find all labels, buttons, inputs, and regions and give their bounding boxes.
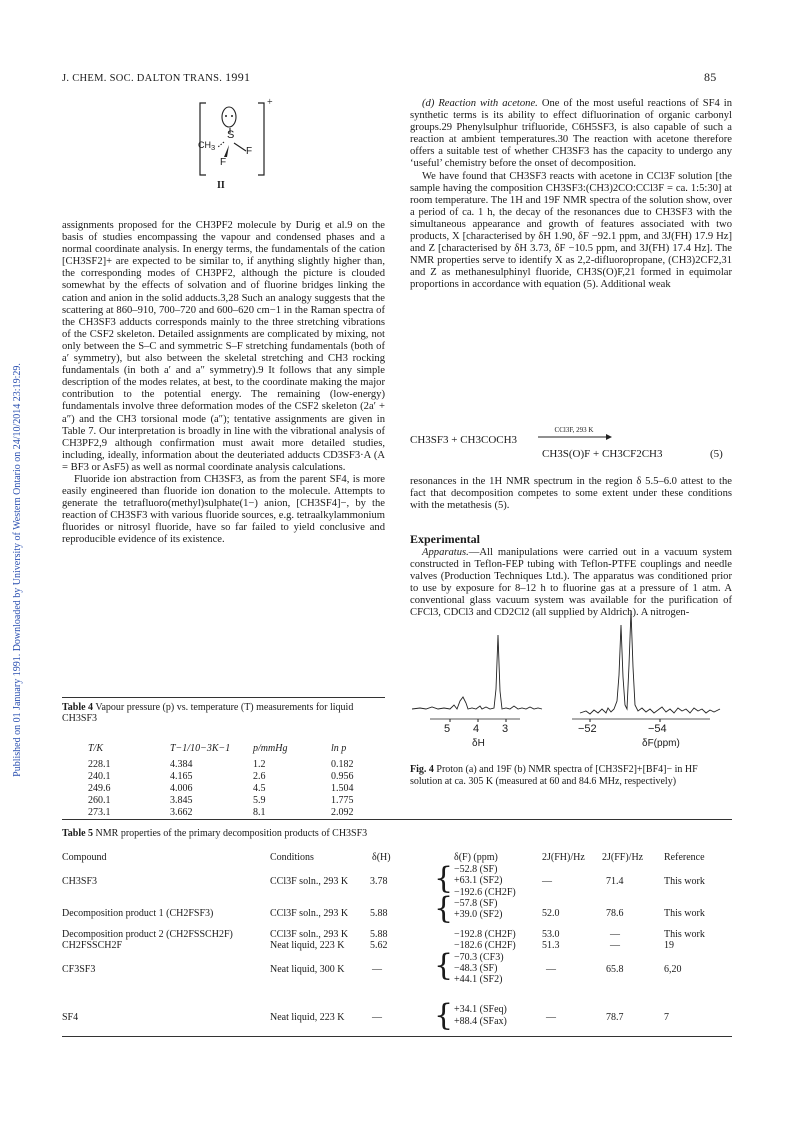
table4-header: T/K	[88, 742, 104, 754]
table-cell: CCl3F soln., 293 K	[270, 876, 349, 887]
table5-header: Compound	[62, 852, 107, 863]
table-cell: −70.3 (CF3)	[454, 952, 504, 963]
equation-5	[410, 428, 732, 468]
journal-year: 1991	[225, 70, 251, 84]
table4-label: Table 4	[62, 702, 94, 713]
methyl-label: CH	[198, 140, 211, 150]
table-cell: 78.6	[606, 908, 624, 919]
proton-tick-label: 3	[502, 723, 509, 735]
proton-tick-label: 4	[473, 723, 480, 735]
journal-name: J. CHEM. SOC. DALTON TRANS.	[62, 73, 223, 84]
table-row	[62, 998, 732, 1034]
table-cell: 1.775	[331, 794, 354, 806]
table-cell: Decomposition product 2 (CH2FSSCH2F)	[62, 929, 233, 940]
table-cell: 71.4	[606, 876, 624, 887]
running-header	[62, 70, 250, 85]
structure-diagram	[180, 95, 300, 195]
table5	[62, 850, 732, 990]
table-cell: +44.1 (SF2)	[454, 974, 503, 985]
table-cell: 2.092	[331, 806, 354, 818]
table5-header: Conditions	[270, 852, 314, 863]
reaction-subheading: (d) Reaction with acetone.	[422, 98, 538, 109]
table-cell: CCl3F soln., 293 K	[270, 929, 349, 940]
table-cell: 228.1	[88, 758, 111, 770]
right-column-mid	[410, 476, 732, 512]
table5-top-rule	[62, 819, 732, 820]
table-cell: Neat liquid, 223 K	[270, 1012, 345, 1023]
left-paragraph-2: Fluoride ion abstraction from CH3SF3, as from the parent SF4, is more easily engineered than fluoride ion donation to the molecule. Attempts to generate the tetrafluoro(methyl)sulphate(1−) anion, [CH3SF4]−, by the reaction of CH3SF3 with various fluoride sources, e.g. tetraalkylammonium fluorides or nitrosyl fluoride, have so far failed to yield conclusive and reproducible evidence of its existence.	[62, 473, 385, 546]
table4-caption	[62, 702, 385, 724]
right-paragraph-2: We have found that CH3SF3 reacts with acetone in CCl3F solution [the sample having the composition CH3SF3:(CH3)2CO:CCl3F = ca. 1:5:30] at room temperature. The 1H and 19F NMR spectra of the solution show, over a period of ca. 1 h, the decay of the resonances due to CH3SF3 with the simultaneous appearance and growth of features associated with two products, X [characterised by δH 1.90, δF −92.1 ppm, and 3J(FH) 17.9 Hz] and Z [characterised by δH 3.73, δF −10.5 ppm, and 3J(FH) 17.4 Hz]. The NMR properties serve to identify X as 2,2-difluoropropane, (CH3)2CF2,31 and Z as methanesulphinyl fluoride, CH3S(O)F,21 formed in equimolar proportions in accordance with equation (5). Additional weak	[410, 170, 732, 291]
brace-glyph: {	[434, 998, 454, 1033]
table-cell: 0.182	[331, 758, 354, 770]
table-cell: 4.006	[170, 782, 193, 794]
table-cell: SF4	[62, 1012, 79, 1023]
left-column	[62, 220, 385, 547]
table-cell: —	[372, 964, 382, 975]
table-cell: −192.8 (CH2F)	[454, 929, 516, 940]
table-cell: 273.1	[88, 806, 111, 818]
table-cell: −192.6 (CH2F)	[454, 887, 516, 898]
table4-top-rule	[62, 697, 385, 698]
fluorine-atom-2: F	[220, 157, 227, 168]
proton-spectrum-trace	[412, 635, 542, 709]
table-cell: 5.88	[370, 908, 388, 919]
table-cell: +63.1 (SF2)	[454, 875, 503, 886]
fluorine-tick-label: −54	[648, 723, 667, 735]
right-column-top	[410, 98, 732, 292]
table4-title: Vapour pressure (p) vs. temperature (T) measurements for liquid CH3SF3	[62, 702, 354, 724]
table-cell: +88.4 (SFax)	[454, 1016, 507, 1027]
table-cell: 240.1	[88, 770, 111, 782]
table-cell: 0.956	[331, 770, 354, 782]
table-cell: 5.62	[370, 940, 388, 951]
right-paragraph-1	[410, 98, 732, 171]
download-notice[interactable]	[12, 200, 26, 940]
fluorine-tick-label: −52	[578, 723, 597, 735]
table5-header: Reference	[664, 852, 705, 863]
table4-header: ln p	[331, 742, 347, 754]
table-cell: +39.0 (SF2)	[454, 909, 503, 920]
table-cell: This work	[664, 929, 705, 940]
table-cell: This work	[664, 876, 705, 887]
table-cell: 53.0	[542, 929, 560, 940]
table-cell: —	[610, 940, 620, 951]
table-cell: 78.7	[606, 1012, 624, 1023]
table-cell: 3.662	[170, 806, 193, 818]
table-cell: 4.165	[170, 770, 193, 782]
table-cell: 8.1	[253, 806, 266, 818]
apparatus-subheading: Apparatus.	[422, 547, 469, 558]
table-cell: CF3SF3	[62, 964, 96, 975]
table-cell: 249.6	[88, 782, 111, 794]
table-cell: −57.8 (SF)	[454, 898, 498, 909]
brace-glyph: {	[434, 891, 454, 926]
table4-header-row	[88, 742, 381, 754]
table-cell: 19	[664, 940, 674, 951]
proton-tick-label: 5	[444, 723, 451, 735]
table-cell: Decomposition product 1 (CH2FSF3)	[62, 908, 214, 919]
figure4-caption-text: Proton (a) and 19F (b) NMR spectra of [CH3SF2]+[BF4]− in HF solution at ca. 305 K (measured at 60 and 84.6 MHz, respectively)	[410, 764, 698, 787]
table4	[88, 742, 381, 818]
fluorine-axis-label: δF(ppm)	[642, 738, 680, 749]
figure4-label: Fig. 4	[410, 764, 434, 775]
table-cell: —	[542, 876, 552, 887]
page-number: 85	[704, 70, 717, 84]
table-cell: —	[546, 964, 556, 975]
table-cell: 3.845	[170, 794, 193, 806]
table-cell: 2.6	[253, 770, 266, 782]
apparatus-text: —All manipulations were carried out in a vacuum system constructed in Teflon-FEP tubing with Teflon-PTFE couplings and needle valves (Production Techniques Ltd.). The apparatus was conditioned prior to use by exposure for 8–12 h to fluorine gas at a pressure of 1 atm. A conventional glass vacuum system was available for the purification of CFCl3, CDCl3 and CD2Cl2 (all supplied by Aldrich). A nitrogen-	[410, 547, 732, 619]
fluorine-atom-1: F	[246, 146, 253, 157]
table-cell: 51.3	[542, 940, 560, 951]
table-cell: 5.88	[370, 929, 388, 940]
nmr-spectra	[410, 605, 732, 730]
proton-axis-label: δH	[472, 738, 485, 749]
methyl-group: $CH_3$	[198, 140, 216, 152]
table5-header: 2J(FH)/Hz	[542, 852, 585, 863]
table5-header: δ(F) (ppm)	[454, 852, 498, 863]
table-cell: 65.8	[606, 964, 624, 975]
table-cell: −182.6 (CH2F)	[454, 940, 516, 951]
table-row	[88, 782, 381, 794]
sulfur-atom: S	[227, 129, 235, 141]
brace-glyph: {	[434, 861, 454, 896]
figure4-caption	[410, 764, 732, 787]
table-cell: 1.504	[331, 782, 354, 794]
table5-header: 2J(FF)/Hz	[602, 852, 644, 863]
table-row	[88, 806, 381, 818]
table-cell: Neat liquid, 223 K	[270, 940, 345, 951]
table4-header: p/mmHg	[253, 742, 288, 754]
table5-label: Table 5	[62, 828, 94, 839]
table-cell: —	[610, 929, 620, 940]
equation-number: (5)	[710, 448, 723, 460]
table-row	[88, 758, 381, 770]
table-cell: 1.2	[253, 758, 266, 770]
table-cell: 6,20	[664, 964, 682, 975]
table5-header: δ(H)	[372, 852, 391, 863]
table-cell: −52.8 (SF)	[454, 864, 498, 875]
table-cell: CH2FSSCH2F	[62, 940, 123, 951]
table5-bottom-rule	[62, 1036, 732, 1037]
equation-reactants: CH3SF3 + CH3COCH3	[410, 434, 518, 446]
table-cell: +34.1 (SFeq)	[454, 1004, 507, 1015]
equation-conditions: CCl3F, 293 K	[554, 426, 594, 434]
fluorine-spectrum-trace	[580, 611, 720, 714]
table-cell: CCl3F soln., 293 K	[270, 908, 349, 919]
table-cell: 52.0	[542, 908, 560, 919]
table5-caption	[62, 828, 367, 839]
structure-label: II	[217, 180, 225, 191]
table-cell: −48.3 (SF)	[454, 963, 498, 974]
table-cell: 5.9	[253, 794, 266, 806]
table-cell: CH3SF3	[62, 876, 98, 887]
table4-header: T−1/10−3K−1	[170, 742, 231, 754]
table-cell: 7	[664, 1012, 669, 1023]
brace-glyph: {	[434, 948, 454, 983]
table-cell: Neat liquid, 300 K	[270, 964, 345, 975]
table-cell: 260.1	[88, 794, 111, 806]
download-notice-text: Published on 01 January 1991. Downloaded by University of Western Ontario on 24/10/2014 23:19:29.	[12, 363, 23, 777]
table-cell: This work	[664, 908, 705, 919]
table-cell: —	[546, 1012, 556, 1023]
equation-products: CH3S(O)F + CH3CF2CH3	[542, 448, 663, 460]
figure-4	[410, 605, 732, 765]
table-row	[88, 794, 381, 806]
table-cell: 3.78	[370, 876, 388, 887]
charge-sign: +	[267, 97, 273, 108]
equation-arrow	[538, 434, 612, 440]
right-paragraph-3: resonances in the 1H NMR spectrum in the region δ 5.5–6.0 attest to the fact that decomposition competes to some extent under these conditions with the metathesis (5).	[410, 476, 732, 512]
table5-title: NMR properties of the primary decomposition products of CH3SF3	[95, 828, 368, 839]
table-cell: 4.5	[253, 782, 266, 794]
table-cell: —	[372, 1012, 382, 1023]
table-row	[88, 770, 381, 782]
table-cell: 4.384	[170, 758, 193, 770]
right-paragraph-1-text: One of the most useful reactions of SF4 in synthetic terms is its ability to effect difluorination of organic carbonyl groups.29 Phenylsulphur trifluoride, C6H5SF3, is also capable of such a reaction at ambient temperatures.30 The reaction with acetone therefore offers a suitable test of whether CH3SF3 has the capacity to undergo any ‘useful’ chemistry before the onset of decomposition.	[410, 98, 732, 170]
experimental-heading: Experimental	[410, 532, 480, 546]
left-paragraph-1: assignments proposed for the CH3PF2 molecule by Durig et al.9 on the basis of studies encompassing the vapour and condensed phases and a normal coordinate analysis. In energy terms, the fundamentals of the cation [CH3SF2]+ are expected to be similar to, if anything slightly higher than, the corresponding modes of CH3PF2, although the picture is clouded somewhat by the effects of solvation and of fluorine bridges linking the cation and anion in the solid adducts.3,28 Such an analogy suggests that the scattering at 860–910, 700–720 and 600–620 cm−1 in the Raman spectra of the CH3SF3 adducts corresponds mainly to the three stretching vibrations of the CSF2 skeleton. Detailed assignments are complicated by mixing, not only between the S–C and symmetric S–F stretching fundamentals (both of a′ symmetry), but also between the skeletal stretching and CH3 rocking fundamentals (in both a′ and a″ symmetry).9 It follows that any simple description of the modes relates, at best, to the coordinate making the major contribution to the potential energy. The remaining (low-energy) fundamentals involve three deformation modes of the CSF2 skeleton (2a′ + a″) and the CH3 torsional mode (a″); tentative assignments are given in Table 7. Our interpretation is broadly in line with the vibrational analysis of CH3PF2,9 although confirmation must await more detailed studies, including, ideally, information about the deuteriated adducts CD3SF3·A (A = BF3 or AsF5) as well as normal coordinate analysis calculations.	[62, 220, 385, 473]
